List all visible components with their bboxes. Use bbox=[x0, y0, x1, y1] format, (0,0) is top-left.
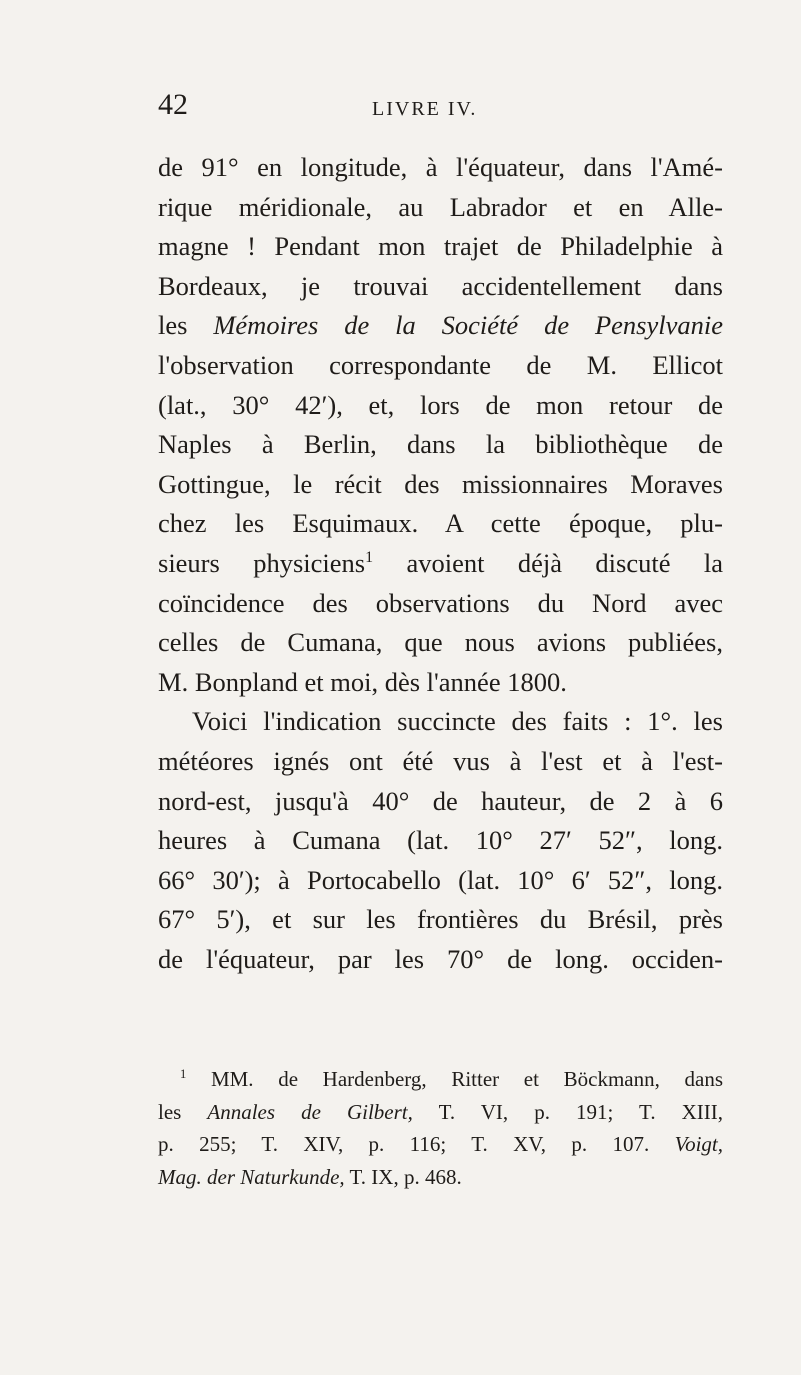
text-line bbox=[158, 306, 723, 346]
running-head bbox=[0, 80, 801, 130]
text-fragment: les bbox=[158, 310, 188, 341]
footnote-line bbox=[158, 1063, 723, 1096]
text-line: Gottingue, le récit des missionnaires Moraves bbox=[158, 468, 723, 499]
text-fragment: sieurs physiciens bbox=[158, 547, 366, 578]
text-line: rique méridionale, au Labrador et en Alle- bbox=[158, 191, 723, 222]
text-line: celles de Cumana, que nous avions publiées, bbox=[158, 627, 723, 658]
text-fragment: p. 255; T. XIV, p. 116; T. XV, p. 107. bbox=[158, 1132, 650, 1156]
text-line: M. Bonpland et moi, dès l'année 1800. bbox=[158, 666, 567, 697]
cited-work-title: Mémoires de la Société de Pensylvanie bbox=[213, 310, 723, 341]
text-line: Voici l'indication succincte des faits : 1°. les bbox=[192, 706, 723, 737]
main-text bbox=[158, 148, 723, 979]
text-fragment: les bbox=[158, 1099, 182, 1124]
text-line: coïncidence des observations du Nord avec bbox=[158, 587, 723, 618]
text-line: (lat., 30° 42′), et, lors de mon retour de bbox=[158, 389, 723, 420]
text-line: nord-est, jusqu'à 40° de hauteur, de 2 à 6 bbox=[158, 785, 723, 816]
text-line: chez les Esquimaux. A cette époque, plu- bbox=[158, 508, 723, 539]
text-line: Bordeaux, je trouvai accidentellement dans bbox=[158, 270, 723, 301]
text-line: météores ignés ont été vus à l'est et à l'est- bbox=[158, 745, 723, 776]
book-part-title: LIVRE IV. bbox=[372, 98, 478, 120]
footnotes bbox=[158, 1063, 723, 1193]
footnote-reference: 1 bbox=[365, 549, 374, 567]
text-fragment: T. VI, p. 191; T. XIII, bbox=[438, 1099, 724, 1124]
cited-work-title: Mag. der Naturkunde, bbox=[158, 1164, 345, 1189]
footnote-marker: 1 bbox=[180, 1067, 187, 1081]
footnote-line bbox=[158, 1161, 723, 1194]
text-line: magne ! Pendant mon trajet de Philadelphie à bbox=[158, 231, 723, 262]
text-fragment: MM. de Hardenberg, Ritter et Böckmann, dans bbox=[210, 1067, 723, 1091]
text-line bbox=[158, 544, 723, 584]
author-name: Voigt, bbox=[674, 1132, 723, 1156]
text-line: de l'équateur, par les 70° de long. occiden- bbox=[158, 943, 723, 974]
text-line: 66° 30′); à Portocabello (lat. 10° 6′ 52″, long. bbox=[158, 864, 723, 895]
text-line: heures à Cumana (lat. 10° 27′ 52″, long. bbox=[158, 825, 723, 856]
footnote-line bbox=[158, 1096, 723, 1129]
text-line: 67° 5′), et sur les frontières du Brésil, près bbox=[158, 904, 723, 935]
cited-work-title: Annales de Gilbert, bbox=[207, 1099, 413, 1124]
text-line: l'observation correspondante de M. Ellicot bbox=[158, 349, 723, 380]
page-number: 42 bbox=[158, 88, 188, 121]
text-line: Naples à Berlin, dans la bibliothèque de bbox=[158, 429, 723, 460]
text-fragment: T. IX, p. 468. bbox=[349, 1164, 462, 1189]
text-fragment: avoient déjà discuté la bbox=[406, 547, 723, 578]
text-line: de 91° en longitude, à l'équateur, dans l'Amé- bbox=[158, 152, 723, 182]
footnote-line bbox=[158, 1128, 723, 1161]
